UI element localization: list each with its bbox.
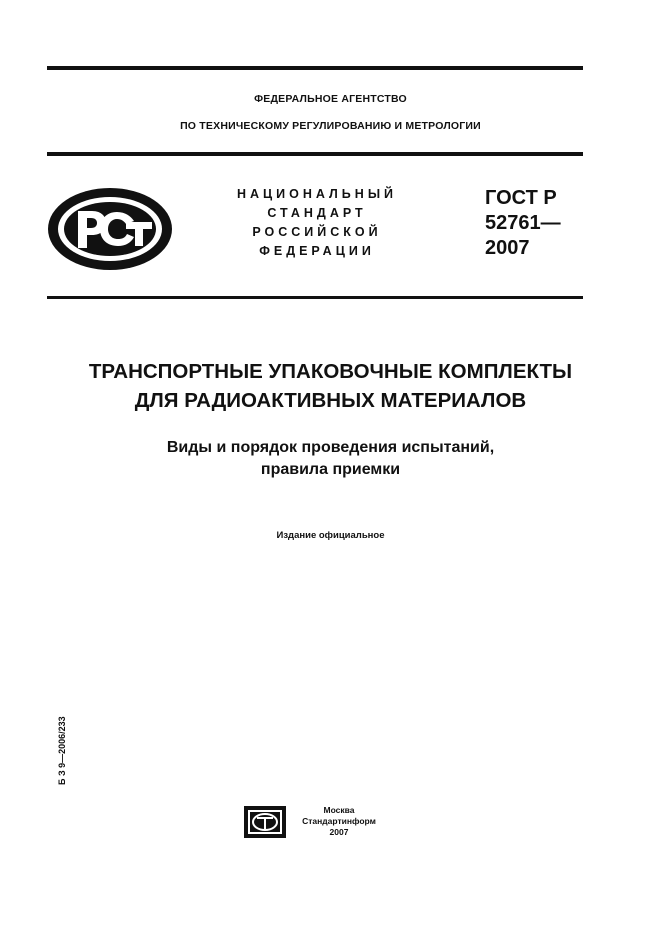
standartinform-logo-icon [244,806,286,838]
gost-line-3: 2007 [485,237,530,259]
national-standard-label [222,185,412,261]
publisher-year: 2007 [329,827,349,837]
gost-line-1: ГОСТ Р [485,187,557,209]
subtitle-line-2: правила приемки [260,461,401,478]
publisher-city: Москва [323,805,355,815]
gost-designation [485,186,561,261]
agency-name-line1: ФЕДЕРАЛЬНОЕ АГЕНТСТВО [254,93,407,105]
national-line-3: РОССИЙСКОЙ [252,225,382,239]
document-title [0,357,661,415]
title-line-2: ДЛЯ РАДИОАКТИВНЫХ МАТЕРИАЛОВ [134,389,527,412]
rst-logo-icon [44,184,176,274]
title-line-1: ТРАНСПОРТНЫЕ УПАКОВОЧНЫЕ КОМПЛЕКТЫ [88,360,573,383]
national-line-4: ФЕДЕРАЦИИ [259,244,375,258]
middle-rule [47,152,583,156]
document-subtitle [0,437,661,481]
top-rule [47,66,583,70]
subtitle-line-1: Виды и порядок проведения испытаний, [166,439,495,456]
bottom-rule [47,296,583,299]
national-line-2: СТАНДАРТ [267,206,367,220]
publisher-info [289,805,389,838]
agency-name-line2: ПО ТЕХНИЧЕСКОМУ РЕГУЛИРОВАНИЮ И МЕТРОЛОГИИ [180,120,481,132]
publisher-name: Стандартинформ [302,816,376,826]
side-registration-code: Б З 9—2006/233 [57,716,67,785]
gost-line-2: 52761— [485,212,561,234]
national-line-1: НАЦИОНАЛЬНЫЙ [236,187,398,201]
edition-label: Издание официальное [276,530,385,541]
